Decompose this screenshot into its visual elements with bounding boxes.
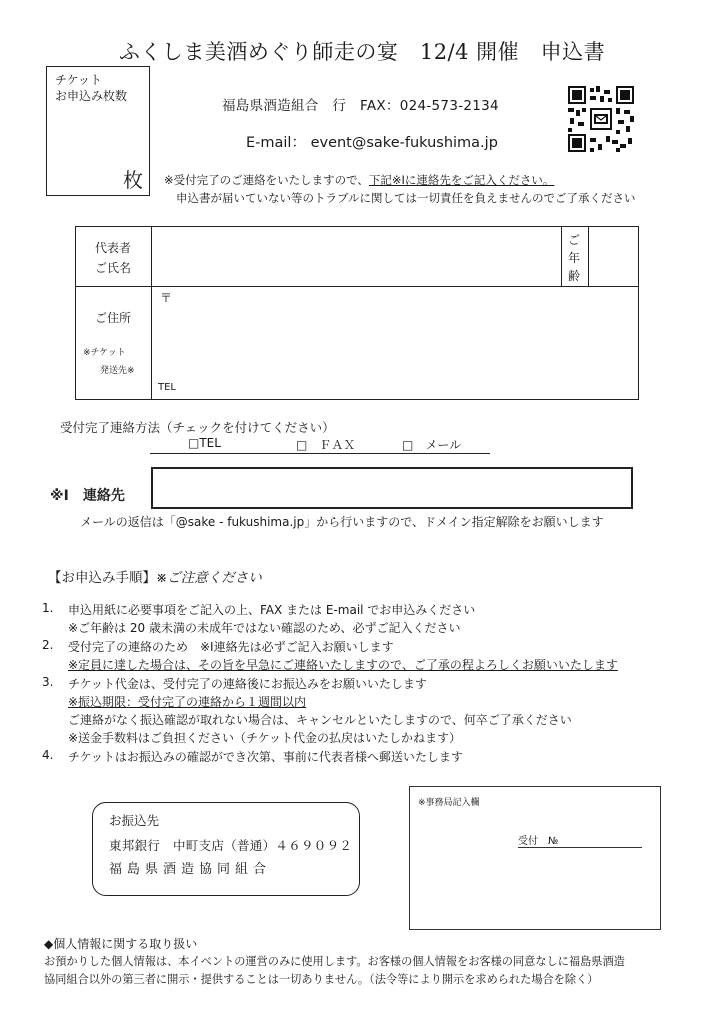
privacy-title: ◆個人情報に関する取り扱い <box>44 937 198 951</box>
contact-notice: ※受付完了のご連絡をいたしますので、下記※Ⅰに連絡先をご記入ください。 <box>164 173 555 187</box>
step-line: ※振込期限：受付完了の連絡から１週間以内 <box>68 695 307 709</box>
contact-method-title: 受付完了連絡方法（チェックを付けてください） <box>60 420 335 435</box>
form-row-divider <box>76 286 638 287</box>
bank-transfer-box <box>92 802 360 896</box>
age-label-char: 齢 <box>568 269 581 283</box>
page-title: ふくしま美酒めぐり師走の宴 12/4 開催 申込書 <box>118 40 606 64</box>
rep-label-line2: ご氏名 <box>95 261 132 275</box>
receipt-number-label: 受付 № <box>518 832 642 848</box>
step-number: 2. <box>42 638 54 652</box>
privacy-text: お預かりした個人情報は、本イベントの運営のみに使用します。お客様の個人情報をお客様の同意なしに福島県酒造 <box>44 955 625 968</box>
step-number: 1. <box>42 601 54 615</box>
responsibility-notice: 申込書が届いていない等のトラブルに関しては一切責任を負えませんのでご了承ください <box>176 191 636 205</box>
step-line: ご連絡がなく振込確認が取れない場合は、キャンセルといたしますので、何卒ご了承ください <box>68 713 572 727</box>
ticket-delivery-note-line1: ※チケット <box>83 348 126 358</box>
age-label-char: ご <box>568 233 581 247</box>
step-line: チケットはお振込みの確認ができ次第、事前に代表者様へ郵送いたします <box>68 750 463 764</box>
contact-field[interactable] <box>151 467 633 509</box>
step-line: チケット代金は、受付完了の連絡後にお振込みをお願いいたします <box>68 677 427 691</box>
form-age-divider-left <box>561 227 562 286</box>
step-number: 3. <box>42 675 54 689</box>
method-mail-checkbox[interactable]: □ メール <box>402 438 462 452</box>
form-label-divider <box>151 227 152 399</box>
step-line: ※送金手数料はご負担ください（チケット代金の払戻はいたしかねます） <box>68 731 461 745</box>
office-use-box <box>409 786 661 930</box>
method-fax-checkbox[interactable]: □ ＦＡＸ <box>296 438 356 452</box>
ticket-unit-label: 枚 <box>123 168 143 192</box>
office-use-title: ※事務局記入欄 <box>418 798 480 808</box>
domain-note: メールの返信は「@sake - fukushima.jp」から行いますので、ドメイン指定解除をお願いします <box>80 515 604 529</box>
bank-account: 東邦銀行 中町支店（普通）４６９０９２ <box>109 838 353 853</box>
method-tel-checkbox[interactable]: □TEL <box>188 436 221 450</box>
step-line: ※定員に達した場合は、その旨を早急にご連絡いたしますので、ご了承の程よろしくお願いいたします <box>68 658 618 672</box>
application-form-table <box>75 226 639 400</box>
age-field[interactable] <box>591 229 636 284</box>
bank-account-holder: 福島県酒造協同組合 <box>109 862 272 877</box>
rep-label-line1: 代表者 <box>95 241 132 255</box>
form-age-divider-right <box>588 227 589 286</box>
contact-label: ※Ⅰ 連絡先 <box>50 488 125 504</box>
contact-notice-underlined: 下記※Ⅰに連絡先をご記入ください。 <box>368 173 555 187</box>
postal-mark: 〒 <box>160 291 173 305</box>
rep-name-field[interactable] <box>154 229 558 284</box>
procedure-title: 【お申込み手順】※ご注意ください <box>48 570 262 586</box>
tel-label: TEL <box>158 382 176 393</box>
step-line: ※ご年齢は 20 歳未満の未成年ではない確認のため、必ずご記入ください <box>68 621 461 635</box>
step-number: 4. <box>42 748 54 762</box>
address-field[interactable] <box>154 289 634 375</box>
ticket-count-box[interactable] <box>46 66 150 196</box>
email-line: E-mail： event@sake-fukushima.jp <box>246 135 498 151</box>
qr-code-icon <box>568 86 634 152</box>
bank-title: お振込先 <box>109 813 160 828</box>
step-line: 申込用紙に必要事項をご記入の上、FAX または E-mail でお申込みください <box>68 603 476 617</box>
privacy-text: 協同組合以外の第三者に開示・提供することは一切ありません。（法令等により開示を求められた場合を除く） <box>44 973 599 986</box>
ticket-delivery-note-line2: 発送先※ <box>100 366 135 376</box>
age-label-char: 年 <box>568 251 581 265</box>
ticket-label-line1: チケット <box>55 73 102 87</box>
contact-method-options <box>150 436 490 454</box>
step-line: 受付完了の連絡のため ※Ⅰ連絡先は必ずご記入お願いします <box>68 640 394 654</box>
fax-line: 福島県酒造組合 行 FAX：024-573-2134 <box>222 98 499 114</box>
tel-field[interactable] <box>184 377 634 397</box>
ticket-label-line2: お申込み枚数 <box>55 89 128 103</box>
address-label: ご住所 <box>95 311 132 325</box>
